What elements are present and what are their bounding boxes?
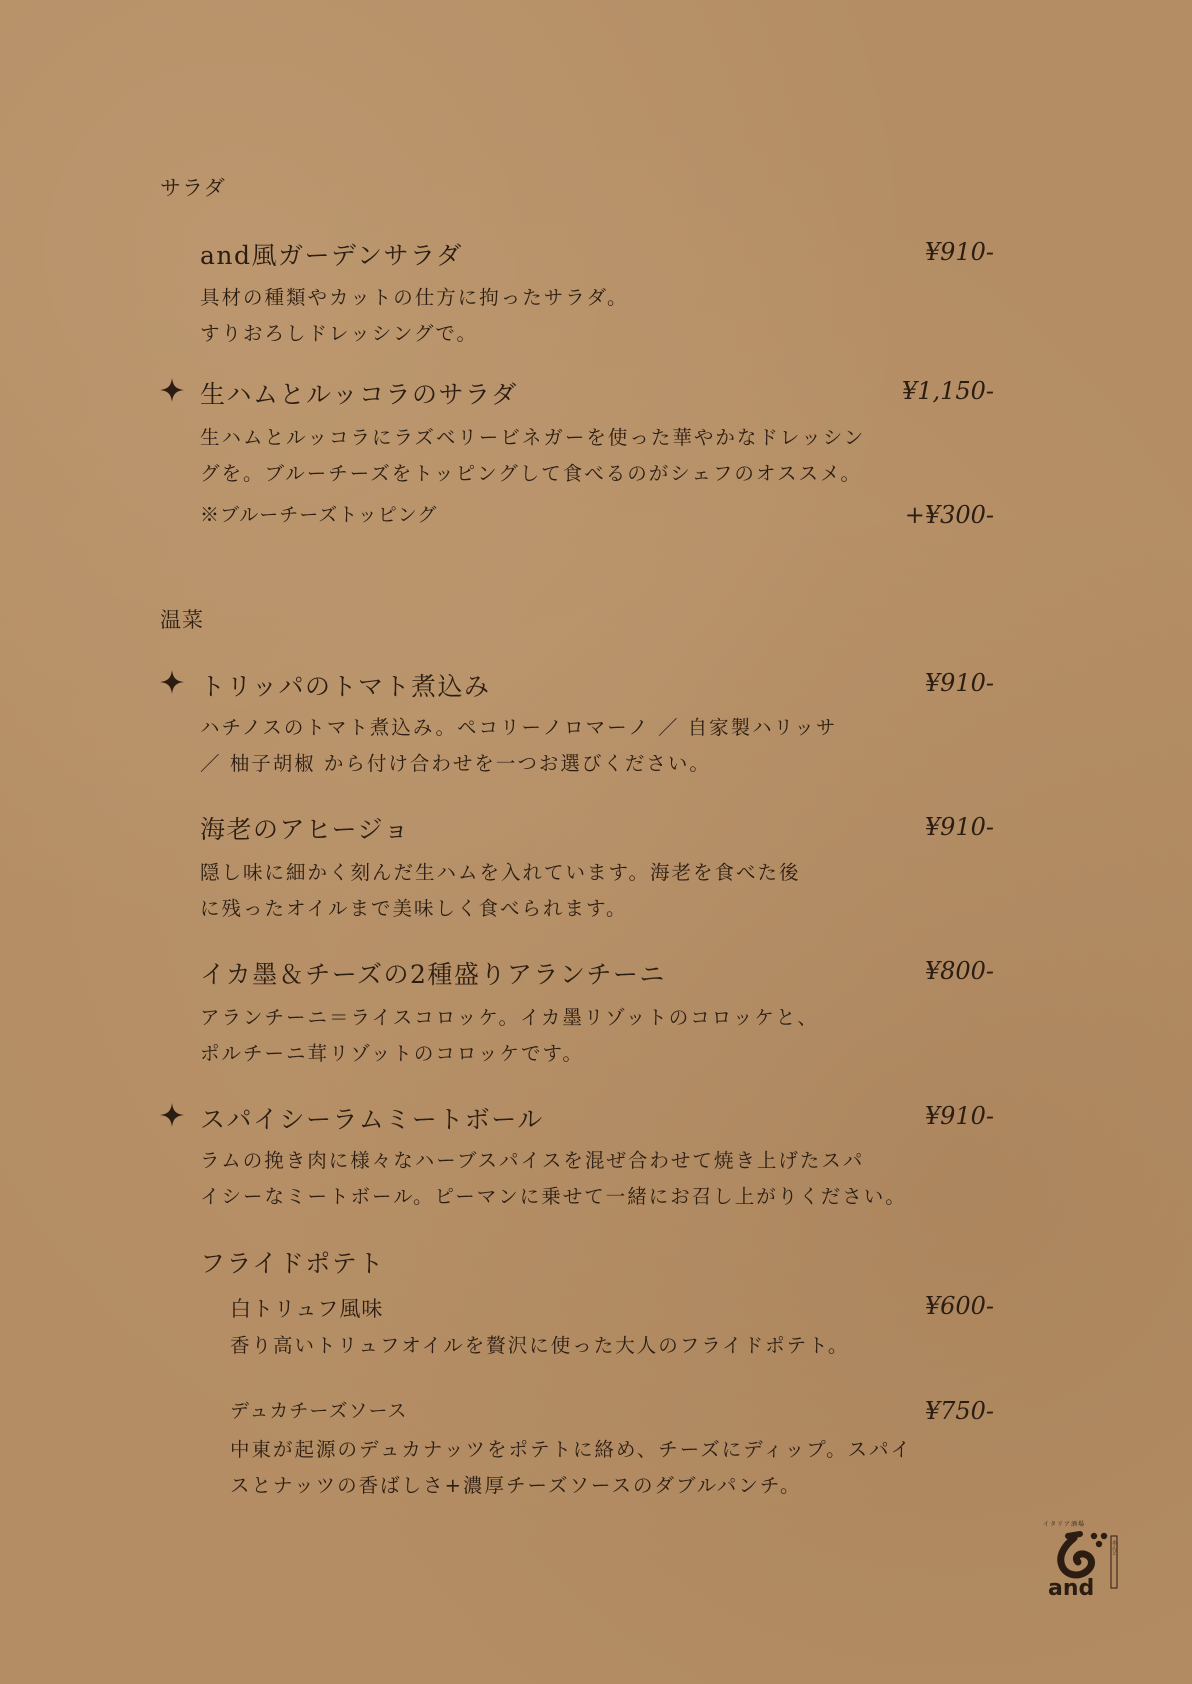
section-title-warm-dishes: 温菜 (160, 608, 204, 632)
desc-line: すりおろしドレッシングで。 (200, 322, 479, 345)
item-desc-garden-salad (200, 280, 840, 352)
desc-line: 中東が起源のデュカナッツをポテトに絡め、チーズにディップ。スパイ (230, 1438, 913, 1461)
variant-name-dukkah-cheese: デュカチーズソース (230, 1400, 408, 1422)
item-desc-prosciutto-rucola-salad (200, 420, 900, 492)
variant-desc-white-truffle (230, 1328, 910, 1364)
desc-line: に残ったオイルまで美味しく食べられます。 (200, 897, 628, 920)
item-price-lamb-meatball: ¥910- (924, 1102, 994, 1130)
desc-line: 具材の種類やカットの仕方に拘ったサラダ。 (200, 286, 629, 309)
section-title-salad: サラダ (160, 176, 226, 200)
recommend-star-icon (160, 670, 184, 694)
desc-line: イシーなミートボール。ピーマンに乗せて一緒にお召し上がりください。 (200, 1185, 907, 1208)
desc-line: ハチノスのトマト煮込み。ペコリーノロマーノ ／ 自家製ハリッサ (200, 716, 838, 739)
desc-line: ラムの挽き肉に様々なハーブスパイスを混ぜ合わせて焼き上げたスパ (200, 1149, 865, 1172)
desc-line: 隠し味に細かく刻んだ生ハムを入れています。海老を食べた後 (200, 861, 801, 884)
desc-line: グを。ブルーチーズをトッピングして食べるのがシェフのオススメ。 (200, 462, 863, 485)
item-name-shrimp-ajillo: 海老のアヒージョ (200, 815, 411, 844)
item-price-prosciutto-rucola-salad: ¥1,150- (901, 377, 994, 405)
variant-name-white-truffle: 白トリュフ風味 (230, 1297, 384, 1321)
variant-price-dukkah-cheese: ¥750- (924, 1397, 994, 1425)
logo-reading: あんど (1111, 1540, 1117, 1555)
desc-line: アランチーニ＝ライスコロッケ。イカ墨リゾットのコロッケと、 (200, 1006, 819, 1029)
desc-line: 香り高いトリュフオイルを贅沢に使った大人のフライドポテト。 (230, 1334, 850, 1357)
item-name-fried-potato: フライドポテト (200, 1249, 385, 1278)
item-name-trippa: トリッパのトマト煮込み (200, 672, 491, 701)
item-name-arancini: イカ墨＆チーズの2種盛りアランチーニ (200, 960, 666, 989)
item-price-trippa: ¥910- (924, 669, 994, 697)
desc-line: 生ハムとルッコラにラズベリービネガーを使った華やかなドレッシン (200, 426, 866, 449)
variant-desc-dukkah-cheese (230, 1432, 930, 1504)
logo-small-text: イタリア酒場 (1043, 1521, 1086, 1528)
item-desc-trippa (200, 710, 880, 782)
desc-line: スとナッツの香ばしさ+濃厚チーズソースのダブルパンチ。 (230, 1474, 802, 1497)
item-price-arancini: ¥800- (924, 957, 994, 985)
recommend-star-icon (160, 378, 184, 402)
recommend-star-icon (160, 1103, 184, 1127)
logo-word: and (1048, 1576, 1095, 1601)
item-price-garden-salad: ¥910- (924, 238, 994, 266)
item-desc-lamb-meatball (200, 1143, 920, 1215)
option-price-blue-cheese: +¥300- (904, 501, 994, 529)
desc-line: ／ 柚子胡椒 から付け合わせを一つお選びください。 (200, 752, 711, 775)
item-name-lamb-meatball: スパイシーラムミートボール (200, 1105, 544, 1134)
and-logo-icon (1044, 1522, 1124, 1602)
variant-price-white-truffle: ¥600- (924, 1292, 994, 1320)
item-name-garden-salad: and風ガーデンサラダ (200, 241, 463, 270)
desc-line: ポルチーニ茸リゾットのコロッケです。 (200, 1042, 584, 1065)
item-desc-arancini (200, 1000, 880, 1072)
item-price-shrimp-ajillo: ¥910- (924, 813, 994, 841)
item-name-prosciutto-rucola-salad: 生ハムとルッコラのサラダ (200, 380, 518, 409)
option-label-blue-cheese: ※ブルーチーズトッピング (200, 504, 438, 526)
item-desc-shrimp-ajillo (200, 855, 880, 927)
